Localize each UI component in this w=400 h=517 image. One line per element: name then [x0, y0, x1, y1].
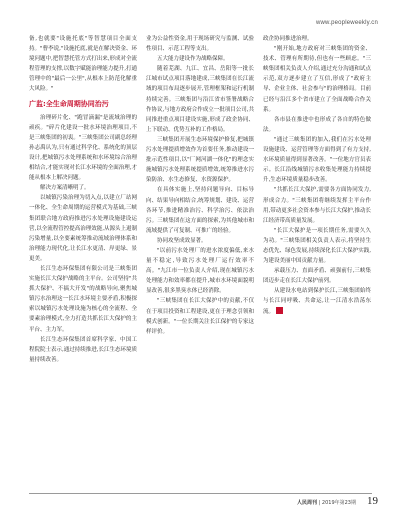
paragraph: 业为公益性资金,用于现场研究与监测、试验性项目、示范工程等支出。	[146, 36, 254, 53]
column-1	[29, 34, 137, 365]
end-of-article-square-icon	[276, 307, 283, 314]
paragraph	[263, 286, 371, 316]
footer-divider	[29, 493, 372, 494]
site-url: www.peopleweekly.cn	[315, 20, 378, 26]
paragraph: "长江大保护是一项长期任务,需要久久为功。"三峡集团相关负责人表示,将坚持生态优先、绿色发展,持续深化长江大保护实践,为建设美丽中国贡献力量。	[263, 227, 371, 265]
paragraph: 承载压力、直面矛盾、顽强前行,三峡集团迈步走在长江大保护前列。	[263, 268, 371, 285]
paragraph: "通过三峡集团的加入,我们在污水处理设施建设、运营管理等方面得到了有力支持,水环境质量得到显著改善。"一位地方官员表示。长江沿线城镇污水收集处理能力持续提升,生态环境质量稳步改善。	[263, 136, 371, 184]
column-2	[146, 34, 254, 337]
paragraph: "刚开始,地方政府对三峡集团的资金、技术、管理有所期待,但也有一些顾虑。"三峡集团相关负责人介绍,通过充分沟通和试点示范,双方逐步建立了互信,形成了"政府主导、企业主体、社会参与"的治理格局。目前已经与沿江多个省市建立了全面战略合作关系。	[263, 46, 371, 113]
section-heading: 广监:全生命周期协同治污	[29, 99, 109, 108]
paragraph: "共抓长江大保护,需要各方面协同发力,形成合力。"三峡集团将继续发挥主平台作用,带动更多社会资本参与长江大保护,推动长江经济带高质量发展。	[263, 187, 371, 224]
paragraph: 政企协同推进治理。	[263, 36, 313, 42]
footer-info	[297, 499, 356, 506]
paragraph: 长江生态环保集团首席科学家、中国工程院院士表示,通过持续推进,长江生态环境质量持续改善。	[29, 336, 137, 363]
paragraph: 三峡集团开展生态环境保护修复,把城镇污水处理提质增效作为首要任务,推动建设一批示范性项目,以"厂网河湖一体化"的理念实施城镇污水处理系统提质增效,统筹推进水污染防治、水生态修复、水资源保护。	[146, 136, 254, 184]
paragraph: 在具体实施上,坚持问题导向、目标导向、结果导向相结合,统筹规划、建设、运营各环节,推进精准治污、科学治污、依法治污。三峡集团在这方面的探索,为其他城市和流域提供了可复制、可推广的经验。	[146, 187, 254, 234]
page-number: 19	[367, 495, 378, 507]
paragraph: 解决方案清晰明了。	[40, 185, 90, 192]
column-3	[263, 34, 371, 317]
paragraph: 协同攻坚成效显著。	[157, 237, 207, 244]
paragraph-text: 从建设水电站到保护长江,三峡集团始终与长江同呼吸、共命运,让一江清水浩荡东流。	[263, 288, 371, 315]
paragraph: 治理碎片化、"跑冒滴漏"是流域治理的顽疾。"碎片化建设一批水环境治理项目,不是三峡集团的初衷。"三峡集团公司副总经理孙志禹认为,只有通过科学化、系统化的顶层设计,把城镇污水处理系统和水环境综合治理相结合,才能实现对长江水环境的全面治理,才能从根本上解决问题。	[29, 114, 137, 182]
paragraph: 各市县在推进中也形成了各自的特色做法。	[263, 116, 371, 133]
footer-separator: |	[318, 500, 322, 506]
paragraph: 随着芜湖、九江、宜昌、岳阳等一批长江城市试点项目落地建成,三峡集团在长江流域的项目布局逐步展开,管理框架和运行机制持续完善。三峡集团与沿江省市签署战略合作协议,与地方政府合作成立一批项目公司,共同推进重点项目建设实施,形成了政企协同、上下联动、优势互补的工作格局。	[146, 66, 254, 133]
issue-number: 2019年第23期	[321, 500, 356, 506]
paragraph: "以前污水处理厂的进水浓度偏低,来水量不稳定,导致污水处理厂运行效率不高。"九江市一位负责人介绍,现在城镇污水处理能力和效率都在提升,城市水环境面貌明显改善,很多黑臭水体已经消除。	[146, 247, 254, 295]
paragraph: 长江生态环保集团有限公司是三峡集团实施长江大保护战略的主平台。公司坚持"共抓大保护、不搞大开发"的战略导向,聚焦城镇污水治理这一长江水环境主要矛盾,积极探索以城镇污水处理设施为核心的全流程、全要素治理模式,全力打造共抓长江大保护的主平台、主力军。	[29, 265, 137, 333]
magazine-name: 人民周刊	[297, 500, 318, 506]
paragraph: 备,也就要"设施托底"等智慧项目全面支持。"曹李说,"设施托底,就是在解决资金、环境问题中,把智慧托管方式打出来,形成对全流程管理的支撑,以数字赋能治理能力提升,打通管理中的"最后一公里",从根本上防范化解重大风险。"	[29, 36, 137, 93]
paragraph: 以城镇污染治理为切入点,以建立厂站网一体化、全生命周期的运营模式为基础,三峡集团联合地方政府推进污水处理设施建设运营,以全流程管控提高治理效能,从源头上遏制污染增量,以全要素统筹推动流域治理体系和治理能力现代化,让长江水更清、岸更绿、景更美。	[29, 195, 137, 262]
paragraph: "三峡集团在长江大保护中的贡献,不仅在于项目投资和工程建设,更在于理念引领和模式创新。"一位长期关注长江保护的专家这样评价。	[146, 298, 254, 335]
paragraph: 五大能力建设作为战略保障。	[157, 56, 229, 63]
